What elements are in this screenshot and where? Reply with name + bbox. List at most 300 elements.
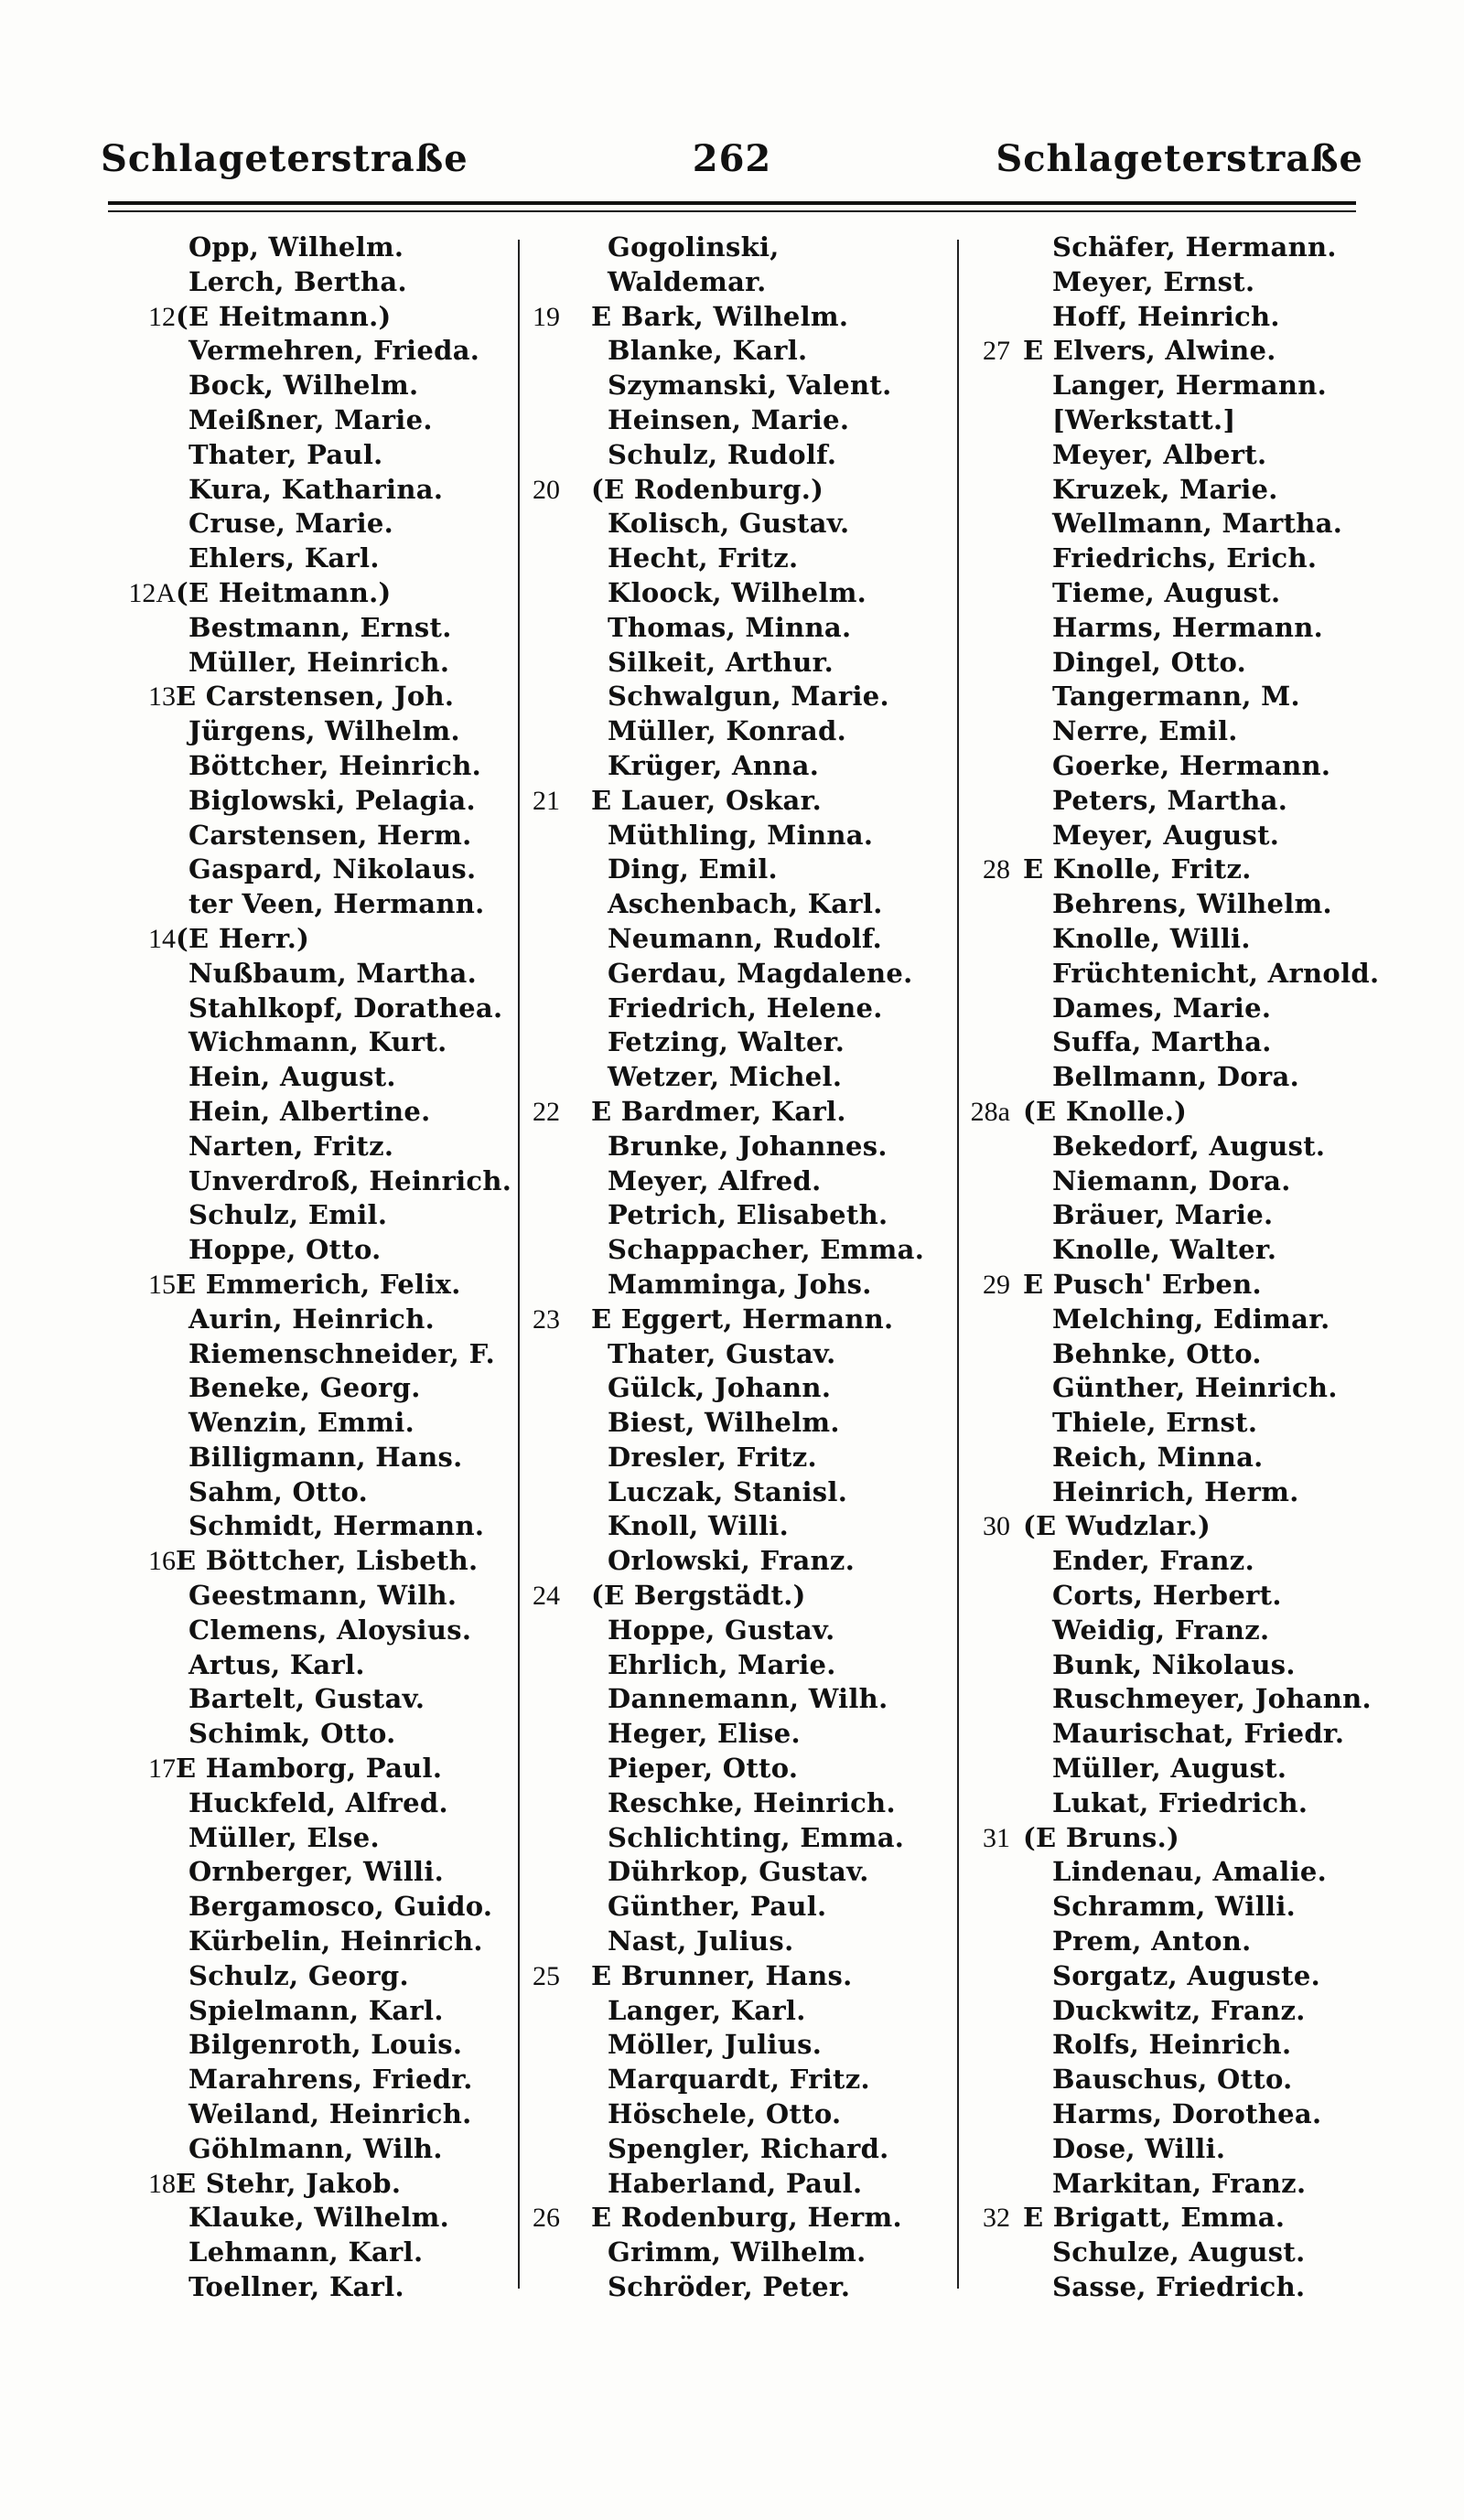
resident-name: E Emmerich, Felix. [176,1268,461,1300]
directory-entry [952,334,1372,369]
directory-entry [952,611,1372,646]
directory-entry [101,507,522,542]
directory-entry [523,2201,944,2236]
resident-name: Wenzin, Emmi. [188,1407,414,1439]
directory-entry [101,369,522,403]
resident-name: Peters, Martha. [1052,784,1288,816]
resident-name: Markitan, Franz. [1052,2167,1307,2199]
directory-entry [523,507,944,542]
directory-entry [952,2270,1372,2305]
directory-entry [952,403,1372,438]
directory-entry [101,957,522,992]
resident-name: Lehmann, Karl. [188,2236,424,2268]
directory-entry [523,819,944,853]
resident-name: Lerch, Bertha. [188,265,407,297]
resident-name: (E Bergstädt.) [591,1580,806,1612]
directory-entry [952,2028,1372,2063]
resident-name: Grimm, Wilhelm. [608,2236,867,2268]
resident-name: ter Veen, Hermann. [188,888,485,920]
resident-name: Günther, Heinrich. [1052,1372,1338,1404]
directory-entry [101,2167,522,2202]
resident-name: Haberland, Paul. [608,2167,863,2199]
directory-entry [952,922,1372,957]
resident-name: Bartelt, Gustav. [188,1683,425,1715]
directory-entry [101,1821,522,1856]
directory-entry [101,1095,522,1130]
resident-name: Sahm, Otto. [188,1475,368,1507]
resident-name: Biglowski, Pelagia. [188,784,476,816]
directory-entry [101,576,522,611]
resident-name: Meyer, Alfred. [608,1164,822,1196]
resident-name: Langer, Hermann. [1052,370,1328,402]
resident-name: Hecht, Fritz. [608,542,799,574]
resident-name: Silkeit, Arthur. [608,646,834,678]
resident-name: (E Wudzlar.) [1023,1510,1211,1542]
resident-name: Schramm, Willi. [1052,1891,1297,1923]
resident-name: Geestmann, Wilh. [188,1580,458,1612]
resident-name: Narten, Fritz. [188,1130,394,1162]
resident-name: Knolle, Willi. [1052,922,1251,954]
directory-entry [523,542,944,576]
resident-name: Dames, Marie. [1052,992,1272,1024]
directory-entry [101,853,522,887]
directory-entry [101,1786,522,1821]
directory-entry [523,1579,944,1614]
house-number: 15 [148,1269,176,1300]
resident-name: Meyer, Albert. [1052,438,1267,470]
directory-entry [523,1786,944,1821]
directory-entry [523,1371,944,1406]
directory-entry [101,2270,522,2305]
house-number: 28a [970,1096,1010,1127]
directory-entry [952,1406,1372,1441]
resident-name: Harms, Dorothea. [1052,2098,1322,2130]
resident-name: Müller, Konrad. [608,715,846,747]
directory-entry [952,265,1372,300]
directory-entry [523,1959,944,1994]
resident-name: Thater, Gustav. [608,1337,836,1369]
directory-entry [952,1752,1372,1786]
directory-entry [952,1925,1372,1959]
resident-name: Wetzer, Michel. [608,1061,843,1093]
resident-name: Stahlkopf, Dorathea. [188,992,503,1024]
directory-entry [101,1925,522,1959]
resident-name: E Bark, Wilhelm. [591,300,849,332]
resident-name: E Stehr, Jakob. [176,2167,402,2199]
resident-name: Tieme, August. [1052,576,1281,608]
directory-entry [101,1441,522,1475]
directory-entry [952,1855,1372,1890]
directory-entry [101,1268,522,1303]
directory-entry [523,1717,944,1752]
directory-entry [523,853,944,887]
directory-entry [101,1060,522,1095]
directory-entry [101,2132,522,2167]
directory-entry [523,1337,944,1372]
resident-name: Gogolinski, [608,231,780,263]
directory-entry [952,1130,1372,1164]
resident-name: Kruzek, Marie. [1052,473,1278,505]
resident-name: Hein, Albertine. [188,1095,431,1127]
resident-name: Höschele, Otto. [608,2098,842,2130]
header-rule-thin [108,210,1356,212]
house-number: 30 [983,1511,1010,1542]
directory-entry [101,473,522,508]
resident-name: Müthling, Minna. [608,819,874,851]
resident-name: Schäfer, Hermann. [1052,231,1337,263]
resident-name: E Pusch' Erben. [1023,1268,1262,1300]
directory-entry [101,1233,522,1268]
directory-entry [523,300,944,335]
resident-name: Szymanski, Valent. [608,370,892,402]
resident-name: Toellner, Karl. [188,2271,404,2303]
resident-name: Heger, Elise. [608,1718,801,1750]
resident-name: Pieper, Otto. [608,1753,799,1785]
directory-entry [952,1890,1372,1925]
street-title-right: Schlageterstraße [996,137,1363,180]
directory-entry [952,714,1372,749]
resident-name: Harms, Hermann. [1052,611,1324,643]
resident-name: (E Heitmann.) [176,300,392,332]
directory-entry [101,1752,522,1786]
resident-name: Dingel, Otto. [1052,646,1247,678]
directory-entry [952,1441,1372,1475]
resident-name: Suffa, Martha. [1052,1026,1272,1058]
directory-entry [952,1475,1372,1510]
resident-name: Prem, Anton. [1052,1925,1252,1957]
directory-entry [523,1752,944,1786]
resident-name: Mamminga, Johs. [608,1268,872,1300]
resident-name: [Werkstatt.] [1052,403,1236,435]
directory-entry [523,1025,944,1060]
directory-entry [101,784,522,819]
resident-name: Dührkop, Gustav. [608,1856,869,1888]
resident-name: (E Herr.) [176,922,310,954]
directory-entry [952,1095,1372,1130]
directory-entry [523,611,944,646]
resident-name: Hoppe, Gustav. [608,1614,835,1646]
resident-name: Friedrichs, Erich. [1052,542,1318,574]
page-number: 262 [692,137,772,180]
resident-name: E Knolle, Fritz. [1023,853,1252,885]
directory-entry [101,1890,522,1925]
directory-entry [523,1682,944,1717]
resident-name: Ehlers, Karl. [188,542,380,574]
resident-name: Carstensen, Herm. [188,819,472,851]
directory-entry [101,1371,522,1406]
directory-entry [523,1164,944,1199]
resident-name: Beneke, Georg. [188,1372,421,1404]
resident-name: Unverdroß, Heinrich. [188,1164,512,1196]
resident-name: Dose, Willi. [1052,2132,1226,2164]
resident-name: Bunk, Nikolaus. [1052,1648,1296,1680]
resident-name: Petrich, Elisabeth. [608,1199,888,1231]
resident-name: Blanke, Karl. [608,335,808,367]
directory-entry [952,887,1372,922]
directory-entry [952,819,1372,853]
house-number: 22 [533,1096,560,1127]
directory-entry [523,2097,944,2132]
directory-entry [101,2063,522,2097]
resident-name: Bestmann, Ernst. [188,611,452,643]
resident-name: Knoll, Willi. [608,1510,789,1542]
resident-name: Spengler, Richard. [608,2132,889,2164]
resident-name: E Eggert, Hermann. [591,1303,894,1335]
directory-entry [523,334,944,369]
resident-name: Opp, Wilhelm. [188,231,404,263]
resident-name: Maurischat, Friedr. [1052,1718,1345,1750]
resident-name: Schimk, Otto. [188,1718,396,1750]
directory-entry [952,992,1372,1026]
directory-entry [101,2201,522,2236]
house-number: 24 [533,1581,560,1612]
resident-name: E Hamborg, Paul. [176,1753,443,1785]
directory-entry [523,1060,944,1095]
resident-name: E Brigatt, Emma. [1023,2202,1286,2234]
house-number: 27 [983,336,1010,367]
resident-name: Thomas, Minna. [608,611,852,643]
directory-entry [952,1717,1372,1752]
resident-name: Lindenau, Amalie. [1052,1856,1328,1888]
resident-name: Ding, Emil. [608,853,778,885]
directory-entry [523,1821,944,1856]
directory-entry [101,1337,522,1372]
directory-entry [952,680,1372,714]
resident-name: Möller, Julius. [608,2029,823,2061]
directory-entry [952,542,1372,576]
resident-name: Fetzing, Walter. [608,1026,845,1058]
resident-name: (E Rodenburg.) [591,473,824,505]
resident-name: E Carstensen, Joh. [176,681,455,713]
resident-name: Vermehren, Frieda. [188,335,480,367]
house-number: 18 [148,2168,176,2199]
resident-name: Thater, Paul. [188,438,383,470]
resident-name: Gaspard, Nikolaus. [188,853,477,885]
directory-entry [101,1959,522,1994]
directory-entry [952,1509,1372,1544]
resident-name: Bellmann, Dora. [1052,1061,1299,1093]
resident-name: Schappacher, Emma. [608,1234,925,1266]
resident-name: Huckfeld, Alfred. [188,1786,448,1818]
directory-entry [523,1198,944,1233]
resident-name: Nußbaum, Martha. [188,957,477,989]
directory-entry [952,2167,1372,2202]
directory-entry [952,438,1372,473]
directory-entry [952,646,1372,681]
resident-name: E Rodenburg, Herm. [591,2202,902,2234]
house-number: 12 [148,301,176,332]
resident-name: E Elvers, Alwine. [1023,335,1276,367]
directory-entry [101,2236,522,2270]
directory-entry [952,749,1372,784]
directory-entry [952,2236,1372,2270]
resident-name: Reich, Minna. [1052,1441,1264,1473]
resident-name: Meyer, August. [1052,819,1280,851]
directory-entry [523,438,944,473]
resident-name: Bilgenroth, Louis. [188,2029,463,2061]
directory-entry [101,2028,522,2063]
resident-name: Heinrich, Herm. [1052,1475,1299,1507]
resident-name: Krüger, Anna. [608,749,820,781]
resident-name: Marahrens, Friedr. [188,2064,473,2096]
directory-entry [952,1682,1372,1717]
house-number: 14 [148,923,176,954]
directory-entry [101,231,522,265]
directory-entry [523,1268,944,1303]
resident-name: Duckwitz, Franz. [1052,1994,1306,2026]
directory-entry [952,957,1380,992]
directory-entry [523,714,944,749]
resident-name: Behrens, Wilhelm. [1052,888,1332,920]
resident-name: E Brunner, Hans. [591,1959,853,1991]
resident-name: E Bardmer, Karl. [591,1095,846,1127]
directory-entry [523,1614,944,1648]
directory-entry [523,1925,944,1959]
directory-entry [101,1579,522,1614]
resident-name: Nerre, Emil. [1052,715,1238,747]
directory-entry [952,1579,1372,1614]
resident-name: Ehrlich, Marie. [608,1648,836,1680]
resident-name: Behnke, Otto. [1052,1337,1262,1369]
resident-name: Schwalgun, Marie. [608,681,889,713]
directory-entry [523,784,944,819]
resident-name: E Böttcher, Lisbeth. [176,1545,479,1577]
directory-entry [101,1614,522,1648]
directory-entry [101,749,522,784]
house-number: 13 [148,681,176,713]
directory-entry [523,403,944,438]
directory-entry [101,1164,522,1199]
house-number: 32 [983,2203,1010,2234]
directory-entry [523,1648,944,1683]
directory-entry [101,1198,522,1233]
column-2 [523,231,944,2305]
resident-name: Schulze, August. [1052,2236,1306,2268]
resident-name: Bergamosco, Guido. [188,1891,493,1923]
resident-name: Gülck, Johann. [608,1372,832,1404]
directory-entry [523,749,944,784]
resident-name: Kolisch, Gustav. [608,508,850,540]
house-number: 17 [148,1753,176,1785]
house-number: 25 [533,1960,560,1991]
directory-entry [101,1025,522,1060]
resident-name: Bauschus, Otto. [1052,2064,1293,2096]
directory-entry [952,1994,1372,2029]
house-number: 20 [533,474,560,505]
directory-entry [523,1475,944,1510]
resident-name: Dresler, Fritz. [608,1441,817,1473]
directory-entry [101,1303,522,1337]
directory-entry [523,887,944,922]
resident-name: Schulz, Georg. [188,1959,409,1991]
resident-name: Luczak, Stanisl. [608,1475,848,1507]
resident-name: Bock, Wilhelm. [188,370,419,402]
directory-entry [952,1648,1372,1683]
directory-entry [101,1648,522,1683]
resident-name: Artus, Karl. [188,1648,365,1680]
house-number: 16 [148,1546,176,1577]
resident-name: Dannemann, Wilh. [608,1683,888,1715]
directory-entry [952,1614,1372,1648]
resident-name: Ruschmeyer, Johann. [1052,1683,1372,1715]
street-title-left: Schlageterstraße [101,137,468,180]
directory-entry [952,473,1372,508]
directory-entry [101,992,522,1026]
resident-name: Nast, Julius. [608,1925,794,1957]
resident-name: Jürgens, Wilhelm. [188,715,460,747]
resident-name: Thiele, Ernst. [1052,1407,1258,1439]
resident-name: Ornberger, Willi. [188,1856,445,1888]
house-number: 21 [533,785,560,816]
resident-name: Weidig, Franz. [1052,1614,1270,1646]
directory-entry [101,611,522,646]
house-number: 29 [983,1269,1010,1300]
directory-entry [101,1682,522,1717]
directory-entry [101,1509,522,1544]
directory-entry [952,784,1372,819]
directory-entry [952,1371,1372,1406]
directory-entry [523,2167,944,2202]
directory-entry [101,1717,522,1752]
resident-name: Kura, Katharina. [188,473,444,505]
directory-entry [523,1509,944,1544]
directory-entry [101,438,522,473]
house-number: 12A [128,577,176,608]
resident-name: Marquardt, Fritz. [608,2064,870,2096]
resident-name: Wichmann, Kurt. [188,1026,447,1058]
resident-name: Aurin, Heinrich. [188,1303,436,1335]
resident-name: Weiland, Heinrich. [188,2098,472,2130]
resident-name: Goerke, Hermann. [1052,749,1331,781]
resident-name: Göhlmann, Wilh. [188,2132,443,2164]
resident-name: Biest, Wilhelm. [608,1407,840,1439]
directory-entry [523,992,944,1026]
house-number: 26 [533,2203,560,2234]
directory-entry [523,680,944,714]
resident-name: Müller, Else. [188,1821,380,1853]
directory-entry [101,1406,522,1441]
directory-entry [523,1890,944,1925]
directory-entry [101,646,522,681]
directory-entry [952,369,1372,403]
resident-name: Sorgatz, Auguste. [1052,1959,1321,1991]
directory-entry [952,1233,1372,1268]
directory-entry [523,646,944,681]
directory-entry [523,2028,944,2063]
directory-entry [952,1164,1372,1199]
resident-name: Schlichting, Emma. [608,1821,905,1853]
resident-name: Melching, Edimar. [1052,1303,1330,1335]
resident-name: Kloock, Wilhelm. [608,576,867,608]
resident-name: Aschenbach, Karl. [608,888,883,920]
directory-entry [952,1060,1372,1095]
directory-entry [952,2097,1372,2132]
directory-entry [952,1786,1372,1821]
resident-name: Riemenschneider, F. [188,1337,495,1369]
directory-entry [952,300,1372,335]
resident-name: Rolfs, Heinrich. [1052,2029,1292,2061]
column-3 [952,231,1380,2305]
house-number: 23 [533,1303,560,1335]
directory-entry [101,2097,522,2132]
directory-entry [952,1337,1372,1372]
directory-entry [523,1233,944,1268]
resident-name: Neumann, Rudolf. [608,922,883,954]
directory-entry [101,680,522,714]
resident-name: Lukat, Friedrich. [1052,1786,1308,1818]
directory-entry [523,1544,944,1579]
directory-entry [952,1303,1372,1337]
